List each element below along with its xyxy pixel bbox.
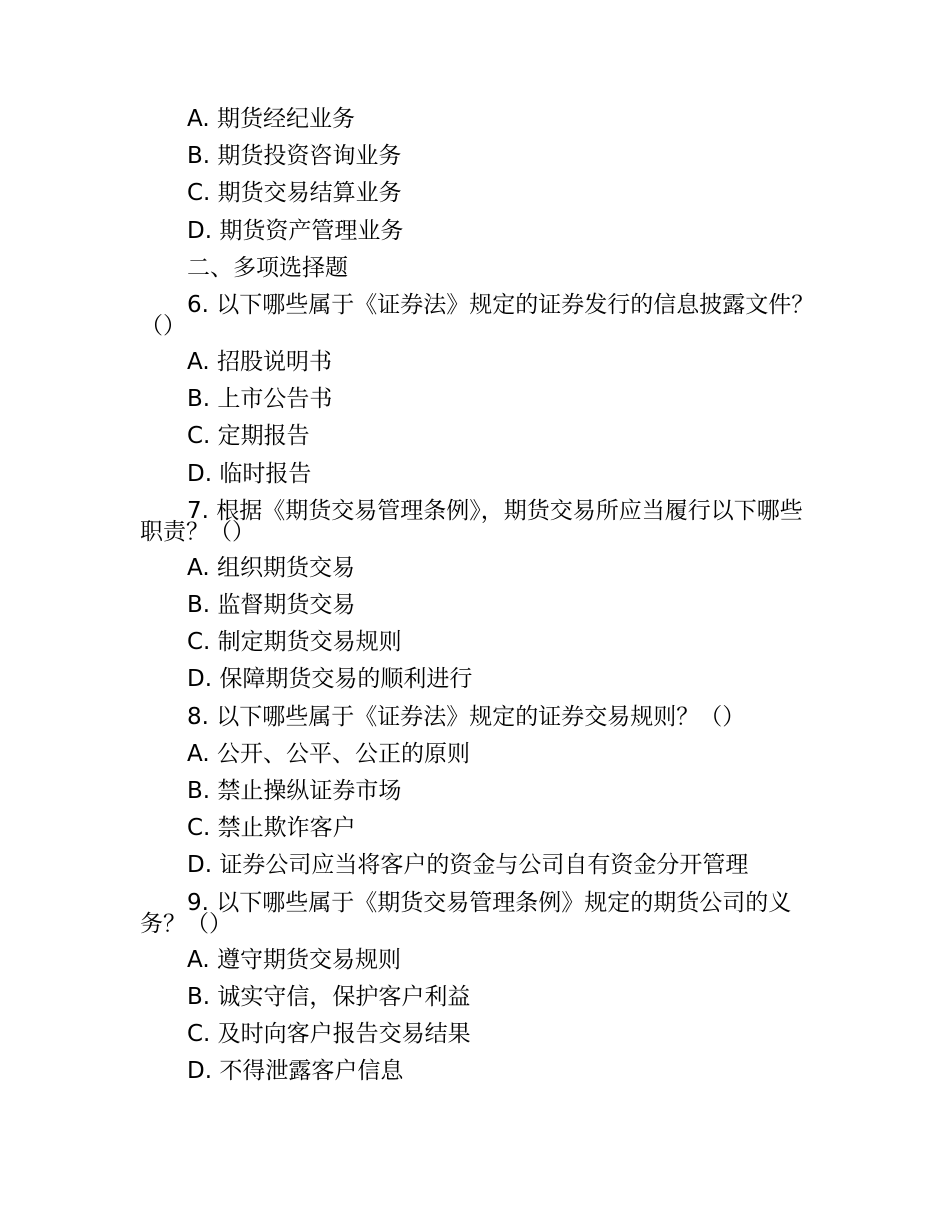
question-text: 9. 以下哪些属于《期货交易管理条例》规定的期货公司的义务？（） [140,889,792,937]
answer-option: A. 期货经纪业务 [187,106,355,132]
answer-option: D. 证券公司应当将客户的资金与公司自有资金分开管理 [187,852,749,879]
question-text: 8. 以下哪些属于《证券法》规定的证券交易规则？（） [187,703,746,730]
answer-option: D. 期货资产管理业务 [187,217,404,244]
answer-option: C. 制定期货交易规则 [187,629,402,656]
answer-option: C. 禁止欺诈客户 [187,815,356,842]
answer-option: A. 公开、公平、公正的原则 [187,740,470,767]
section-heading: 二、多项选择题 [187,254,348,281]
answer-option: B. 诚实守信，保护客户利益 [187,983,471,1010]
answer-option: C. 定期报告 [187,423,310,450]
answer-option: A. 招股说明书 [187,349,332,376]
answer-option: B. 禁止操纵证券市场 [187,778,402,805]
answer-option: A. 遵守期货交易规则 [187,946,401,973]
answer-option: B. 监督期货交易 [187,592,356,619]
answer-option: A. 组织期货交易 [187,554,355,581]
question-text: 6. 以下哪些属于《证券法》规定的证券发行的信息披露文件？（） [140,292,815,340]
question-text: 7. 根据《期货交易管理条例》，期货交易所应当履行以下哪些职责？（） [140,497,803,545]
answer-option: D. 临时报告 [187,460,312,487]
document-body [140,101,815,1090]
answer-option: C. 期货交易结算业务 [187,180,402,207]
answer-option: C. 及时向客户报告交易结果 [187,1021,471,1048]
answer-option: D. 保障期货交易的顺利进行 [187,666,473,693]
answer-option: B. 上市公告书 [187,386,333,413]
answer-option: D. 不得泄露客户信息 [187,1058,404,1085]
answer-option: B. 期货投资咨询业务 [187,143,402,170]
